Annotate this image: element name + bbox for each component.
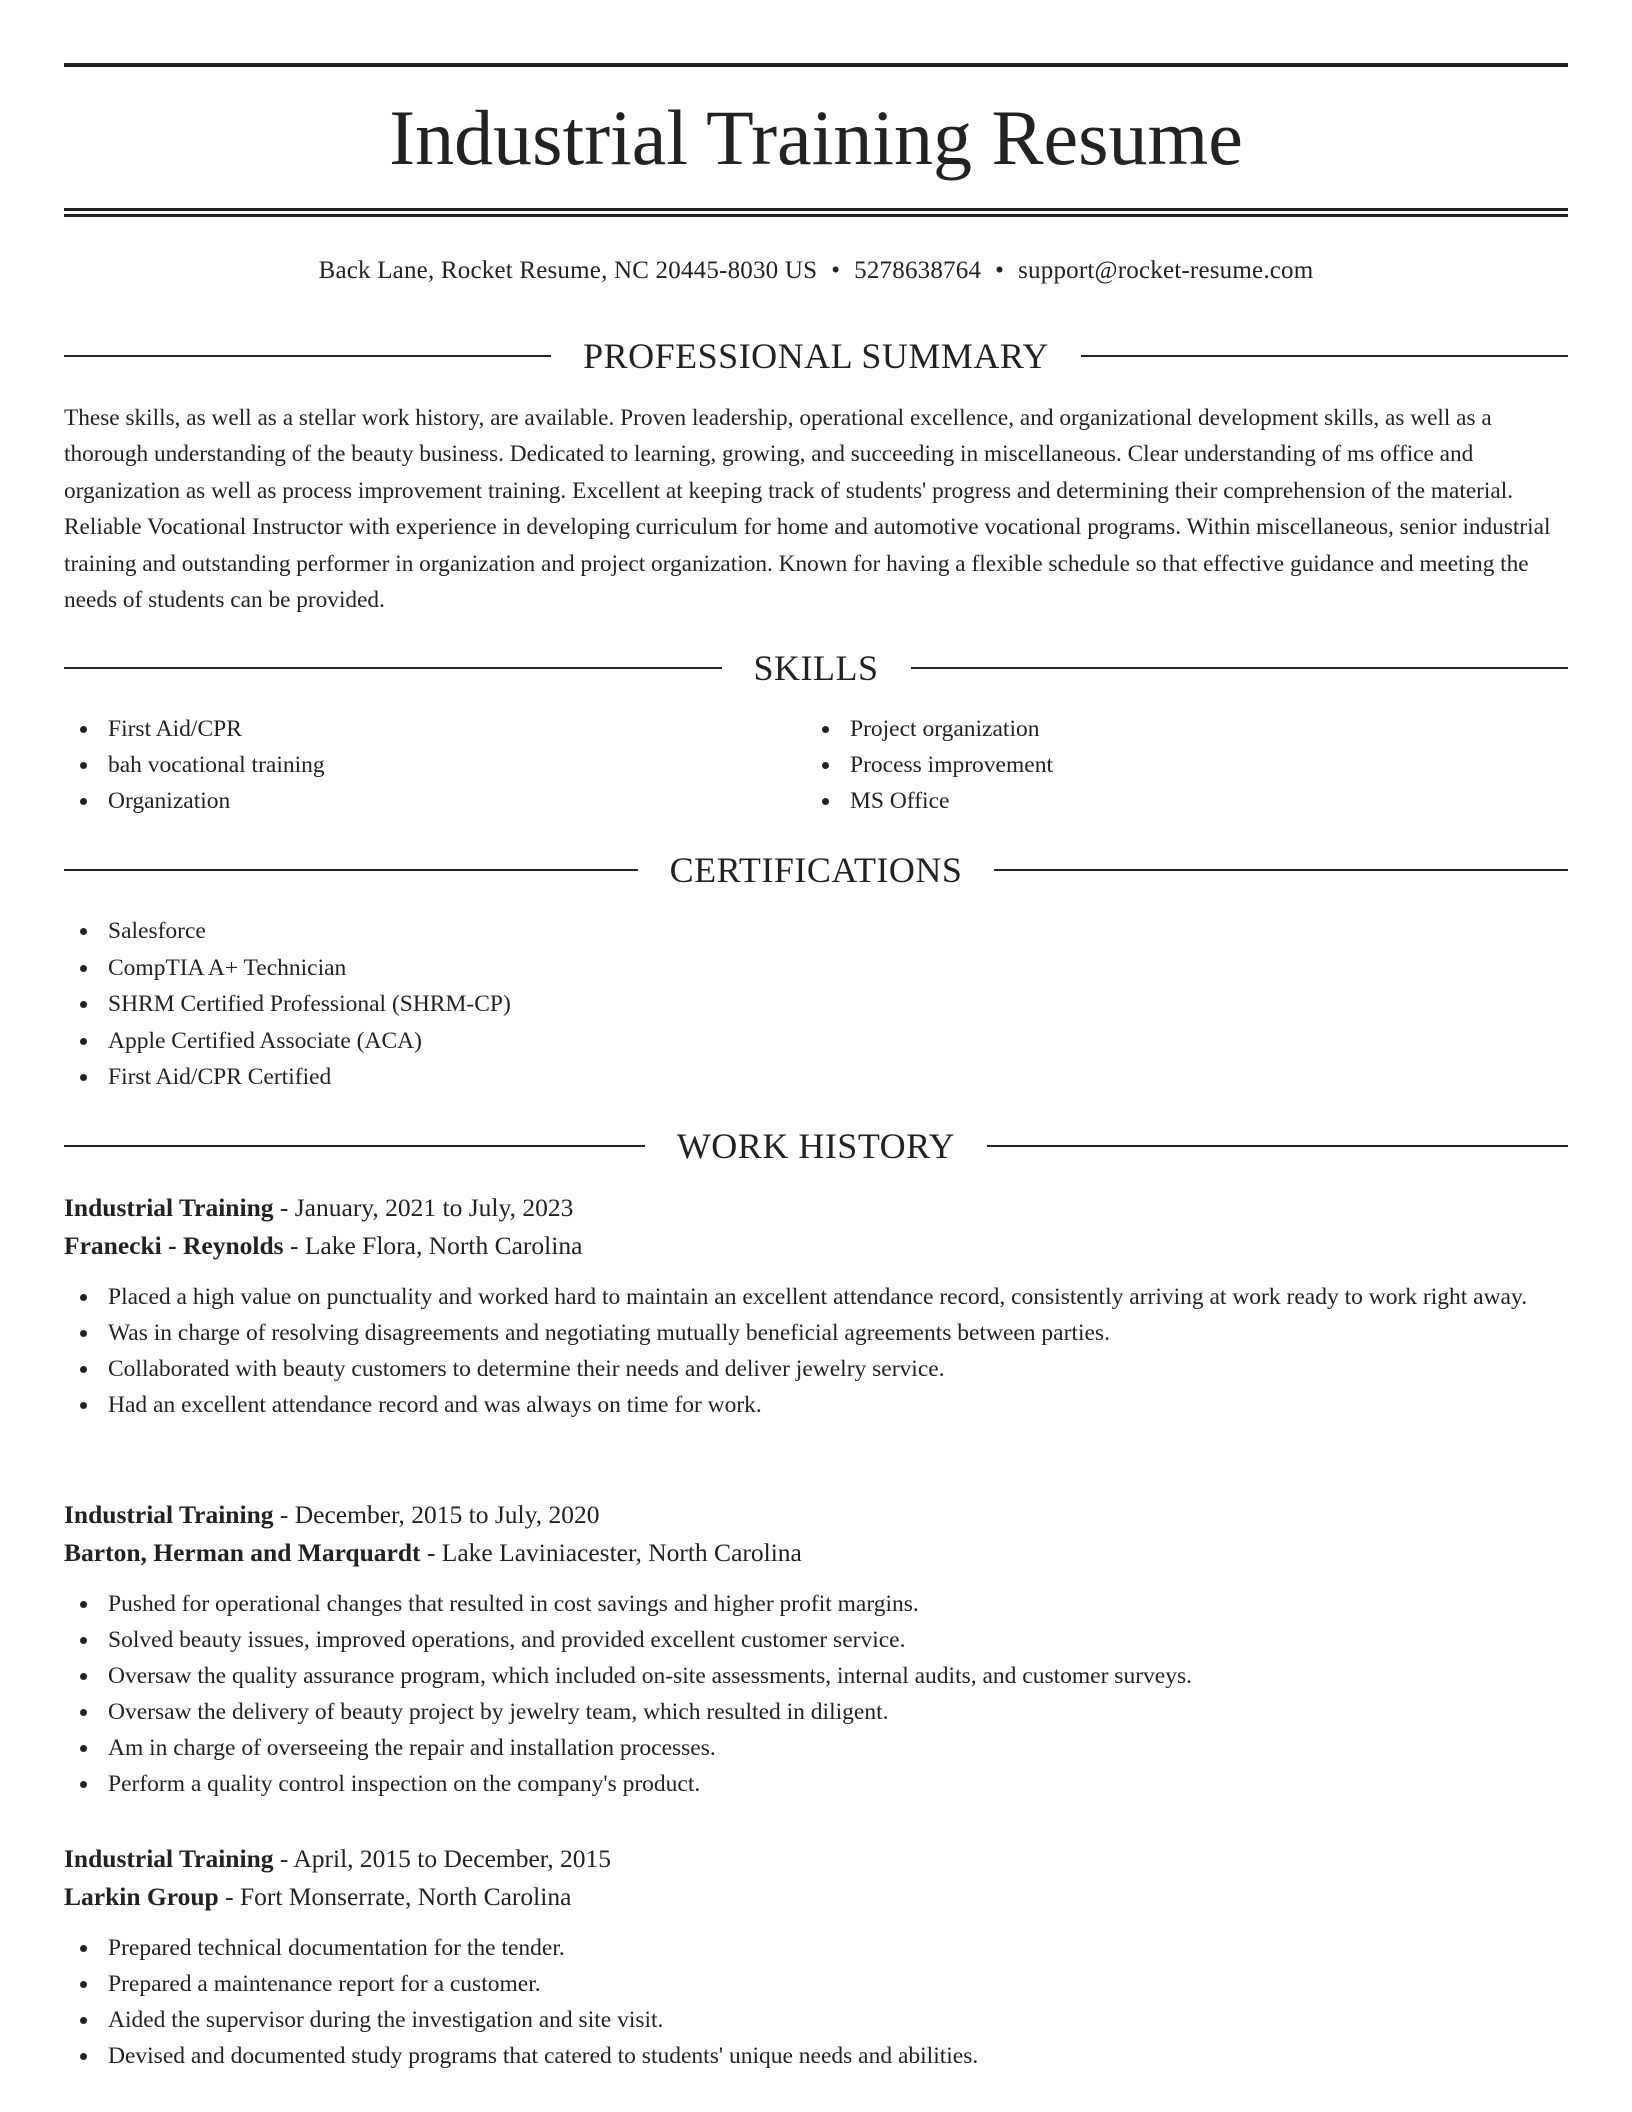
job-bullets	[64, 1930, 1568, 2074]
heading-rule	[987, 1145, 1568, 1147]
job-company-line	[64, 1227, 1568, 1265]
job-entry	[64, 1840, 1568, 2074]
job-location: - Fort Monserrate, North Carolina	[218, 1882, 572, 1911]
section-heading-work-history	[64, 1124, 1568, 1168]
skills-list-right	[806, 711, 1548, 819]
job-dates: - January, 2021 to July, 2023	[273, 1193, 574, 1222]
job-entry	[64, 1496, 1568, 1802]
list-item: bah vocational training	[64, 747, 806, 783]
list-item: Oversaw the quality assurance program, which included on-site assessments, internal audits, and customer surveys.	[64, 1658, 1568, 1694]
job-dates: - April, 2015 to December, 2015	[273, 1844, 612, 1873]
skills-columns	[64, 711, 1568, 819]
job-title: Industrial Training	[64, 1844, 274, 1873]
job-dates: - December, 2015 to July, 2020	[273, 1500, 600, 1529]
job-company-line	[64, 1878, 1568, 1916]
job-location: - Lake Flora, North Carolina	[283, 1231, 583, 1260]
list-item: Apple Certified Associate (ACA)	[64, 1023, 1568, 1060]
heading-rule	[994, 869, 1568, 871]
heading-rule	[64, 355, 551, 357]
summary-text: These skills, as well as a stellar work history, are available. Proven leadership, operational excellence, and organizational development skills, as well as a thorough understanding of the beauty business. Dedicated to learning, growing, and succeeding in miscellaneous. Clear understanding of ms office and organization as well as process improvement training. Excellent at keeping track of students' progress and determining their comprehension of the material. Reliable Vocational Instructor with experience in developing curriculum for home and automotive vocational programs. Within miscellaneous, senior industrial training and outstanding performer in organization and project organization. Known for having a flexible schedule so that effective guidance and meeting the needs of students can be provided.	[64, 405, 1551, 614]
heading-rule	[911, 667, 1569, 669]
list-item: Perform a quality control inspection on the company's product.	[64, 1766, 1568, 1802]
title-double-rule	[64, 208, 1568, 217]
certifications-list	[64, 913, 1568, 1096]
list-item: Prepared technical documentation for the tender.	[64, 1930, 1568, 1966]
contact-phone: 5278638764	[854, 257, 982, 284]
contact-line	[64, 253, 1568, 289]
list-item: Had an excellent attendance record and was always on time for work.	[64, 1387, 1568, 1423]
job-title-line	[64, 1189, 1568, 1227]
list-item: SHRM Certified Professional (SHRM-CP)	[64, 986, 1568, 1023]
list-item: Aided the supervisor during the investigation and site visit.	[64, 2002, 1568, 2038]
list-item: Salesforce	[64, 913, 1568, 950]
section-title: CERTIFICATIONS	[669, 850, 963, 890]
section-heading-skills	[64, 646, 1568, 690]
section-heading-summary	[64, 334, 1568, 378]
heading-rule	[64, 667, 722, 669]
skills-list-left	[64, 711, 806, 819]
job-title: Industrial Training	[64, 1500, 274, 1529]
list-item: First Aid/CPR	[64, 711, 806, 747]
job-title: Industrial Training	[64, 1193, 274, 1222]
job-company: Larkin Group	[64, 1882, 219, 1911]
list-item: Oversaw the delivery of beauty project by jewelry team, which resulted in diligent.	[64, 1694, 1568, 1730]
job-bullets	[64, 1279, 1568, 1423]
list-item: Process improvement	[806, 747, 1548, 783]
heading-rule	[1081, 355, 1568, 357]
job-company: Barton, Herman and Marquardt	[64, 1538, 421, 1567]
contact-separator: •	[995, 257, 1005, 284]
list-item: Project organization	[806, 711, 1548, 747]
list-item: Devised and documented study programs that catered to students' unique needs and abilities.	[64, 2038, 1568, 2074]
list-item: Am in charge of overseeing the repair and installation processes.	[64, 1730, 1568, 1766]
list-item: Pushed for operational changes that resulted in cost savings and higher profit margins.	[64, 1586, 1568, 1622]
job-location: - Lake Laviniacester, North Carolina	[420, 1538, 802, 1567]
contact-address: Back Lane, Rocket Resume, NC 20445-8030 US	[318, 257, 818, 284]
list-item: CompTIA A+ Technician	[64, 950, 1568, 987]
job-company: Franecki - Reynolds	[64, 1231, 284, 1260]
contact-email: support@rocket-resume.com	[1018, 257, 1314, 284]
job-company-line	[64, 1534, 1568, 1572]
section-title: WORK HISTORY	[676, 1126, 956, 1166]
list-item: MS Office	[806, 783, 1548, 819]
list-item: Placed a high value on punctuality and worked hard to maintain an excellent attendance record, consistently arriving at work ready to work right away.	[64, 1279, 1568, 1315]
list-item: Solved beauty issues, improved operations, and provided excellent customer service.	[64, 1622, 1568, 1658]
list-item: Was in charge of resolving disagreements and negotiating mutually beneficial agreements between parties.	[64, 1315, 1568, 1351]
list-item: Collaborated with beauty customers to determine their needs and deliver jewelry service.	[64, 1351, 1568, 1387]
section-heading-certifications	[64, 848, 1568, 892]
page-title: Industrial Training Resume	[389, 94, 1243, 181]
job-title-line	[64, 1496, 1568, 1534]
heading-rule	[64, 869, 638, 871]
list-item: Organization	[64, 783, 806, 819]
job-bullets	[64, 1586, 1568, 1802]
job-title-line	[64, 1840, 1568, 1878]
list-item: Prepared a maintenance report for a customer.	[64, 1966, 1568, 2002]
job-entry	[64, 1189, 1568, 1423]
top-rule	[64, 63, 1568, 67]
section-title: PROFESSIONAL SUMMARY	[583, 336, 1049, 376]
contact-separator: •	[831, 257, 841, 284]
section-title: SKILLS	[753, 648, 879, 688]
list-item: First Aid/CPR Certified	[64, 1059, 1568, 1096]
heading-rule	[64, 1145, 645, 1147]
